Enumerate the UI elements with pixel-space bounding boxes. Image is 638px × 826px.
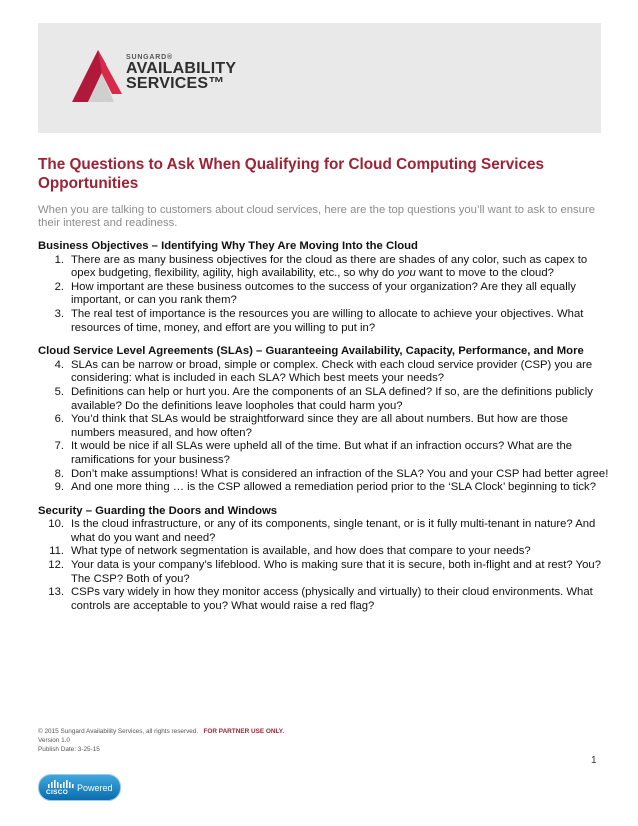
item-number: 12.: [48, 559, 64, 572]
item-text: [71, 281, 613, 308]
item-text-part: The real test of importance is the resources you are willing to allocate to achieve your objectives. What resources of time, money, and effort are you willing to put in?: [71, 307, 584, 334]
item-text-part: Your data is your company’s lifeblood. Who is making sure that it is secure, both in-flight and at rest? You? The CSP? Both of you?: [71, 559, 601, 585]
item-number: 13.: [48, 586, 64, 599]
list-item: [38, 545, 613, 559]
version: Version 1.0: [38, 737, 70, 745]
list-item: [38, 254, 613, 281]
logo-services: SERVICES™: [126, 75, 225, 92]
section-gap: [38, 495, 613, 505]
section-heading: Cloud Service Level Agreements (SLAs) – Guaranteeing Availability, Capacity, Performance, and More: [38, 345, 584, 358]
section-gap: [38, 335, 613, 345]
item-text: [71, 308, 613, 335]
item-text: [71, 413, 613, 440]
item-number: 6.: [54, 413, 64, 426]
item-number: 1.: [54, 253, 64, 266]
cisco-powered-label: Powered: [77, 783, 113, 793]
page-number: 1: [591, 755, 597, 766]
item-number: 9.: [54, 481, 64, 494]
list-item: [38, 481, 613, 495]
list-item: [38, 359, 613, 386]
list-item: [38, 413, 613, 440]
item-text: [71, 559, 613, 586]
item-text-part: You’d think that SLAs would be straightforward since they are all about numbers. But how are those numbers measured, and how often?: [71, 413, 568, 439]
item-text: [71, 518, 613, 545]
item-text-part: There are as many business objectives for the cloud as there are shades of any color, such as capex to opex budgeting, flexibility, agility, high availability, etc., so why do: [71, 253, 588, 280]
item-text: [71, 586, 613, 613]
copyright: © 2015 Sungard Availability Services, all rights reserved.: [38, 728, 199, 735]
item-text: [71, 468, 613, 482]
item-text-part: How important are these business outcomes to the success of your organization? Are they all equally important, or can you rank them?: [71, 280, 576, 307]
list-item: [38, 281, 613, 308]
footer-line-1: [38, 727, 284, 736]
logo-sungard: SUNGARD®: [126, 54, 173, 61]
list-item: [38, 586, 613, 613]
item-text: [71, 254, 613, 281]
footer: [38, 727, 284, 755]
sungard-logo: [68, 40, 238, 120]
item-text: [71, 386, 613, 413]
item-number: 2.: [54, 280, 64, 293]
item-text-part: want to move to the cloud?: [415, 267, 554, 280]
item-text: [71, 440, 613, 467]
cisco-word: CISCO: [46, 789, 69, 796]
logo-availability: AVAILABILITY: [126, 60, 237, 77]
item-text-part: Don’t make assumptions! What is considered an infraction of the SLA? You and your CSP had better agree!: [71, 467, 609, 480]
partner-notice: FOR PARTNER USE ONLY.: [203, 728, 285, 735]
item-text-part: Definitions can help or hurt you. Are the components of an SLA defined? If so, are the definitions publicly available? Do the definitions leave loopholes that could harm you?: [71, 385, 593, 412]
list-item: [38, 308, 613, 335]
list-item: [38, 518, 613, 545]
question-sections: [38, 240, 613, 613]
item-number: 4.: [54, 358, 64, 371]
publish-date: Publish Date: 3-25-15: [38, 746, 100, 754]
list-item: [38, 468, 613, 482]
list-item: [38, 440, 613, 467]
item-text: [71, 545, 613, 559]
logo-wordmark: [126, 54, 236, 91]
item-text-part: What type of network segmentation is available, and how does that compare to your needs?: [71, 545, 531, 558]
page-title: The Questions to Ask When Qualifying for Cloud Computing Services Opportunities: [38, 156, 544, 192]
item-number: 3.: [54, 307, 64, 320]
list-item: [38, 386, 613, 413]
item-text: [71, 481, 613, 495]
item-number: 7.: [54, 440, 64, 453]
item-text-part: CSPs vary widely in how they monitor access (physically and virtually) to their cloud environments. What controls are acceptable to you? What would raise a red flag?: [71, 586, 593, 612]
item-number: 8.: [54, 467, 64, 480]
item-number: 11.: [49, 545, 64, 558]
cisco-powered-badge: [38, 774, 121, 801]
item-text-part: And one more thing … is the CSP allowed a remediation period prior to the ‘SLA Clock’ beginning to tick?: [71, 481, 596, 494]
section-heading: Security – Guarding the Doors and Windows: [38, 504, 278, 517]
item-text-part: It would be nice if all SLAs were upheld all of the time. But what if an infraction occurs? What are the ramifications for your business?: [71, 440, 573, 466]
intro-text: When you are talking to customers about cloud services, here are the top questions you’ll want to ask to ensure their interest and readiness.: [38, 204, 595, 229]
item-text-part: SLAs can be narrow or broad, simple or complex. Check with each cloud service provider (CSP) you are considering: what is included in each SLA? Which best meets your needs?: [71, 358, 593, 385]
cisco-bars-icon: [48, 780, 74, 789]
item-text-emphasis: you: [397, 267, 416, 280]
section-heading: Business Objectives – Identifying Why They Are Moving Into the Cloud: [38, 240, 418, 252]
item-text: [71, 359, 613, 386]
item-number: 10.: [48, 518, 64, 531]
item-number: 5.: [54, 385, 64, 398]
list-item: [38, 559, 613, 586]
item-text-part: Is the cloud infrastructure, or any of its components, single tenant, or is it fully multi-tenant in nature? And what do you want and need?: [71, 518, 596, 544]
sungard-logo-mark-icon: [68, 40, 128, 110]
